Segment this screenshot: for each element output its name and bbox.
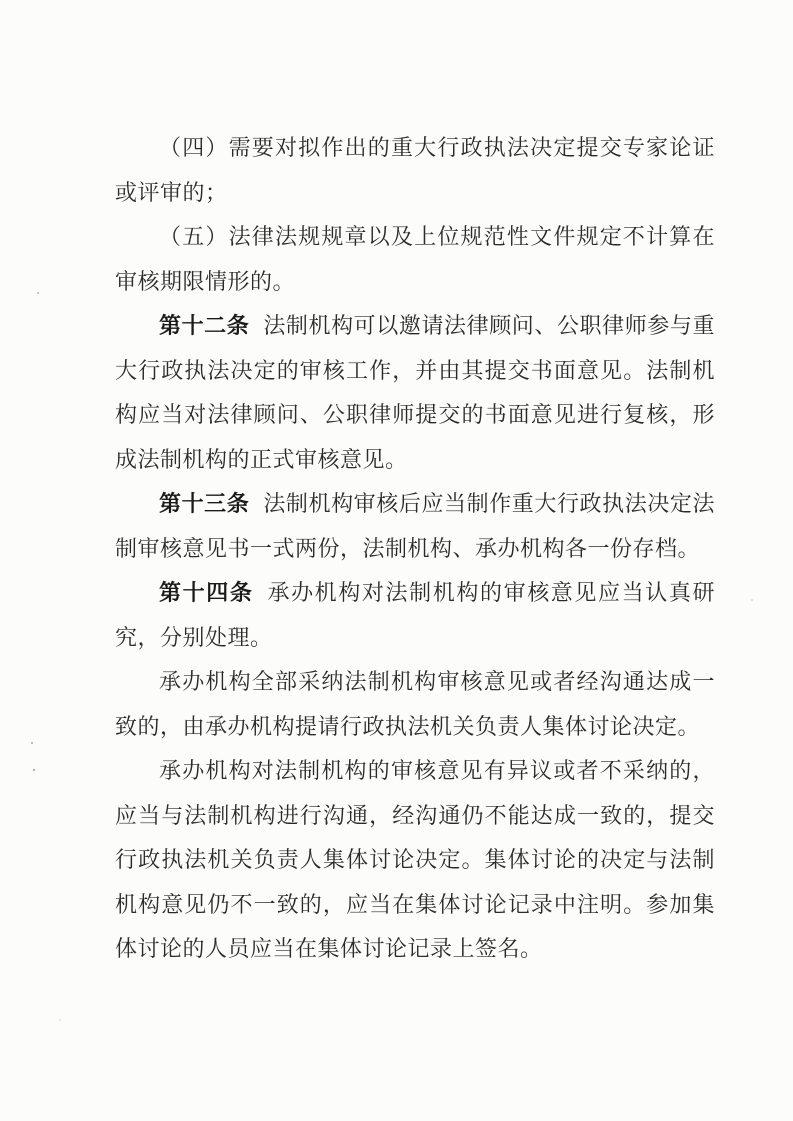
paragraph-text: （四）需要对拟作出的重大行政执法决定提交专家论证或评审的； <box>115 136 715 206</box>
article-heading: 第十三条 <box>159 492 250 517</box>
document-body <box>115 127 715 973</box>
paragraph-text: （五）法律法规规章以及上位规范性文件规定不计算在审核期限情形的。 <box>115 225 715 295</box>
paragraph-text: 承办机构全部采纳法制机构审核意见或者经沟通达成一致的，由承办机构提请行政执法机关负责人集体讨论决定。 <box>115 670 715 740</box>
paragraph-adopt <box>115 661 715 750</box>
paragraph-item-4 <box>115 127 715 216</box>
paragraph-text: 承办机构对法制机构的审核意见有异议或者不采纳的，应当与法制机构进行沟通，经沟通仍不能达成一致的，提交行政执法机关负责人集体讨论决定。集体讨论的决定与法制机构意见仍不一致的，应当在集体讨论记录中注明。参加集体讨论的人员应当在集体讨论记录上签名。 <box>115 759 715 962</box>
paragraph-text: 承办机构对法制机构的审核意见应当认真研究，分别处理。 <box>115 581 715 651</box>
paragraph-article-14 <box>115 572 715 661</box>
paragraph-article-13 <box>115 483 715 572</box>
paragraph-text: 法制机构审核后应当制作重大行政执法决定法制审核意见书一式两份，法制机构、承办机构各一份存档。 <box>115 492 715 562</box>
paragraph-text: 法制机构可以邀请法律顾问、公职律师参与重大行政执法决定的审核工作，并由其提交书面意见。法制机构应当对法律顾问、公职律师提交的书面意见进行复核，形成法制机构的正式审核意见。 <box>115 314 715 473</box>
paragraph-article-12 <box>115 305 715 483</box>
paragraph-dissent <box>115 750 715 973</box>
article-heading: 第十四条 <box>159 581 254 606</box>
paragraph-item-5 <box>115 216 715 305</box>
article-heading: 第十二条 <box>159 314 250 339</box>
